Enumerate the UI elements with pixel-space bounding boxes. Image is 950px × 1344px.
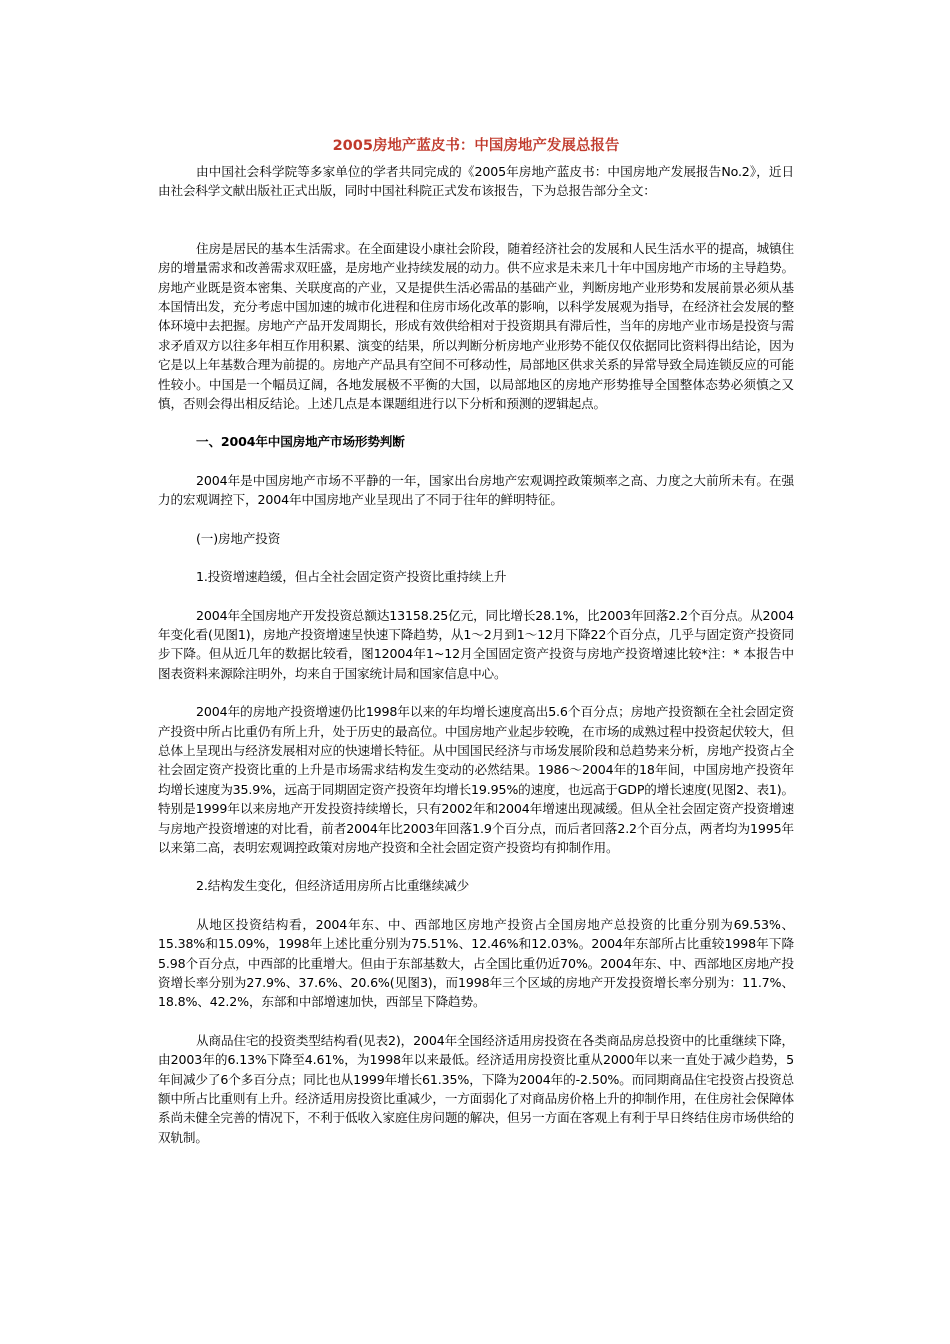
spacer — [158, 510, 794, 529]
paragraph-investment-growth: 2004年的房地产投资增速仍比1998年以来的年均增长速度高出5.6个百分点；房地产投资额在全社会固定资产投资中所占比重仍有所上升，处于历史的最高位。中国房地产业起步较晚，在市场的成熟过程中投资起伏较大，但总体上呈现出与经济发展相对应的快速增长特征。从中国国民经济与市场发展阶段和总趋势来分析，房地产投资占全社会固定资产投资比重的上升是市场需求结构发生变动的必然结果。1986～2004年的18年间，中国房地产投资年均增长速度为35.9%，远高于同期固定资产投资年均增长19.95%的速度，也远高于GDP的增长速度(见图2、表1)。特别是1999年以来房地产开发投资持续增长，只有2002年和2004年增速出现减缓。但从全社会固定资产投资增速与房地产投资增速的对比看，前者2004年比2003年回落1.9个百分点，而后者回落2.2个百分点，两者均为1995年以来第二高，表明宏观调控政策对房地产投资和全社会固定资产投资均有抑制作用。 — [158, 704, 794, 855]
point-heading: 1.投资增速趋缓，但占全社会固定资产投资比重持续上升 — [196, 569, 507, 585]
subsection-heading: (一)房地产投资 — [196, 530, 281, 546]
document-page — [158, 136, 794, 1147]
spacer — [158, 548, 794, 567]
spacer — [158, 1012, 794, 1031]
spacer — [158, 587, 794, 606]
spacer — [158, 413, 794, 432]
spacer — [158, 683, 794, 702]
paragraph-2004-overview: 2004年是中国房地产市场不平静的一年，国家出台房地产宏观调控政策频率之高、力度之大前所未有。在强力的宏观调控下，2004年中国房地产业呈现出了不同于往年的鲜明特征。 — [158, 472, 794, 508]
intro-paragraph: 由中国社会科学院等多家单位的学者共同完成的《2005年房地产蓝皮书：中国房地产发展报告No.2》，近日由社会科学文献出版社正式出版，同时中国社科院正式发布该报告，下为总报告部分全文： — [158, 164, 794, 199]
paragraph-regional-structure: 从地区投资结构看，2004年东、中、西部地区房地产投资占全国房地产总投资的比重分别为69.53%、15.38%和15.09%，1998年上述比重分别为75.51%、12.46%和12.03%。2004年东部所占比重较1998年下降5.98个百分点，中西部的比重增大。但由于东部基数大，占全国比重仍近70%。2004年东、中、西部地区房地产投资增长率分别为27.9%、37.6%、20.6%(见图3)，而1998年三个区域的房地产开发投资增长率分别为：11.7%、18.8%、42.2%，东部和中部增速加快，西部呈下降趋势。 — [158, 916, 794, 1010]
spacer — [158, 452, 794, 471]
paragraph-housing-demand: 住房是居民的基本生活需求。在全面建设小康社会阶段，随着经济社会的发展和人民生活水平的提高，城镇住房的增量需求和改善需求双旺盛，是房地产业持续发展的动力。供不应求是未来几十年中国房地产市场的主导趋势。房地产业既是资本密集、关联度高的产业，又是提供生活必需品的基础产业，判断房地产业形势和发展前景必须从基本国情出发，充分考虑中国加速的城市化进程和住房市场化改革的影响，以科学发展观为指导，在经济社会发展的整体环境中去把握。房地产产品开发周期长，形成有效供给相对于投资期具有滞后性，当年的房地产业市场是投资与需求矛盾双方以往多年相互作用积累、演变的结果，所以判断分析房地产业形势不能仅仅依据同比资料得出结论，因为它是以上年基数合理为前提的。房地产产品具有空间不可移动性，局部地区供求关系的异常导致全局连锁反应的可能性较小。中国是一个幅员辽阔，各地发展极不平衡的大国，以局部地区的房地产形势推导全国整体态势必须慎之又慎，否则会得出相反结论。上述几点是本课题组进行以下分析和预测的逻辑起点。 — [158, 240, 794, 412]
spacer — [158, 201, 794, 239]
spacer — [158, 857, 794, 876]
spacer — [158, 896, 794, 915]
paragraph-investment-total: 2004年全国房地产开发投资总额达13158.25亿元，同比增长28.1%，比2003年回落2.2个百分点。从2004年变化看(见图1)，房地产投资增速呈快速下降趋势，从1～2月到1～12月下降22个百分点，几乎与固定资产投资同步下降。但从近几年的数据比较看，图12004年1~12月全国固定资产投资与房地产投资增速比较*注：* 本报告中图表资料来源除注明外，均来自于国家统计局和国家信息中心。 — [158, 607, 794, 681]
paragraph-housing-type-structure: 从商品住宅的投资类型结构看(见表2)，2004年全国经济适用房投资在各类商品房总投资中的比重继续下降，由2003年的6.13%下降至4.61%，为1998年以来最低。经济适用房投资比重从2000年以来一直处于减少趋势，5年间减少了6个多百分点；同比也从1999年增长61.35%，下降为2004年的-2.50%。而同期商品住宅投资占投资总额中所占比重则有上升。经济适用房投资比重减少，一方面弱化了对商品房价格上升的抑制作用，在住房社会保障体系尚未健全完善的情况下，不利于低收入家庭住房问题的解决，但另一方面在客观上有利于早日终结住房市场供给的双轨制。 — [158, 1032, 794, 1145]
point-heading: 2.结构发生变化，但经济适用房所占比重继续减少 — [196, 878, 470, 894]
document-title: 2005房地产蓝皮书：中国房地产发展总报告 — [332, 138, 620, 154]
section-heading: 一、2004年中国房地产市场形势判断 — [196, 434, 405, 450]
